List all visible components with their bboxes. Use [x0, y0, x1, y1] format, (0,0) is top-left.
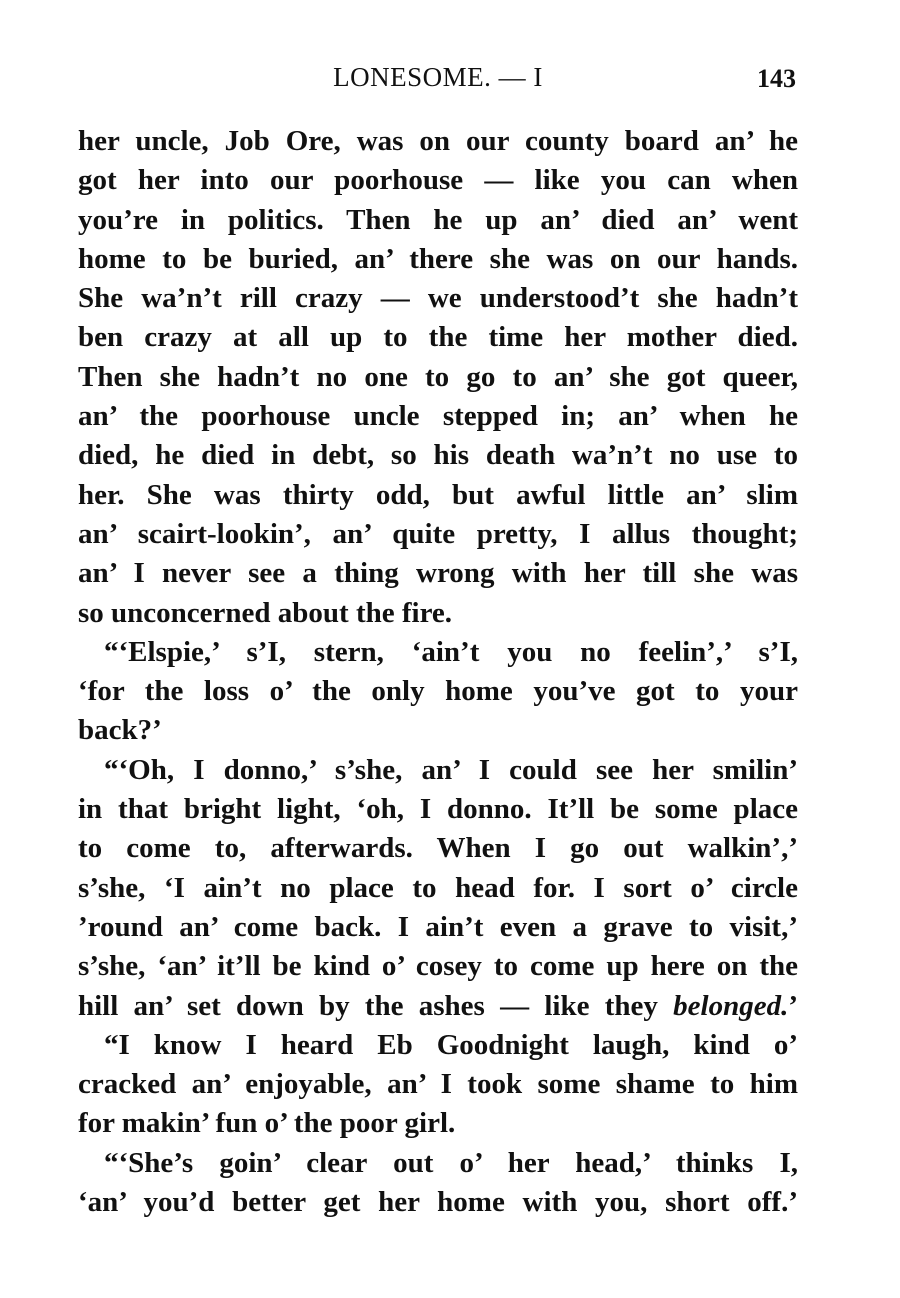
text-line: “I know I heard Eb Goodnight laugh, kind o’ — [104, 1028, 798, 1061]
text-line: Then she hadn’t no one to go to an’ she got queer, — [78, 360, 798, 393]
text-line: cracked an’ enjoyable, an’ I took some shame to him — [78, 1068, 798, 1101]
text-line: ’round an’ come back. I ain’t even a grave to visit,’ — [78, 910, 798, 943]
text-line: hill an’ set down by the ashes — like they belonged.’ — [78, 989, 799, 1022]
text-line: She wa’n’t rill crazy — we understood’t she hadn’t — [78, 282, 798, 315]
text-line: ‘for the loss o’ the only home you’ve got to your — [78, 675, 798, 708]
text-line: in that bright light, ‘oh, I donno. It’ll be some place — [78, 793, 798, 826]
text-line: ben crazy at all up to the time her mother died. — [78, 321, 798, 354]
running-title: LONESOME. — I — [333, 62, 543, 92]
text-line: an’ I never see a thing wrong with her till she was — [78, 557, 798, 590]
text-line: “‘Elspie,’ s’I, stern, ‘ain’t you no feelin’,’ s’I, — [104, 635, 798, 668]
text-line: an’ the poorhouse uncle stepped in; an’ when he — [78, 400, 798, 433]
text-line: back?’ — [78, 714, 162, 747]
page-number: 143 — [757, 64, 796, 93]
text-line: to come to, afterwards. When I go out walkin’,’ — [78, 832, 798, 865]
running-head — [78, 62, 798, 102]
text-line: you’re in politics. Then he up an’ died an’ went — [78, 203, 798, 236]
text-line: s’she, ‘I ain’t no place to head for. I sort o’ circle — [78, 871, 798, 904]
text-line: for makin’ fun o’ the poor girl. — [78, 1107, 456, 1140]
text-line: ‘an’ you’d better get her home with you, short off.’ — [78, 1186, 798, 1219]
text-line: “‘She’s goin’ clear out o’ her head,’ thinks I, — [104, 1146, 798, 1179]
text-line: “‘Oh, I donno,’ s’she, an’ I could see her smilin’ — [104, 753, 798, 786]
text-line: got her into our poorhouse — like you can when — [78, 164, 798, 197]
text-line: her. She was thirty odd, but awful little an’ slim — [78, 478, 798, 511]
body-text — [78, 122, 798, 1222]
text-line: s’she, ‘an’ it’ll be kind o’ cosey to come up here on the — [78, 950, 798, 983]
italic-word: belonged. — [673, 989, 789, 1022]
text-line: so unconcerned about the fire. — [78, 596, 453, 629]
text-line: home to be buried, an’ there she was on our hands. — [78, 242, 798, 275]
text-line: died, he died in debt, so his death wa’n’t no use to — [78, 439, 798, 472]
text-line: her uncle, Job Ore, was on our county board an’ he — [78, 125, 798, 157]
text-line: an’ scairt-lookin’, an’ quite pretty, I allus thought; — [78, 517, 798, 550]
